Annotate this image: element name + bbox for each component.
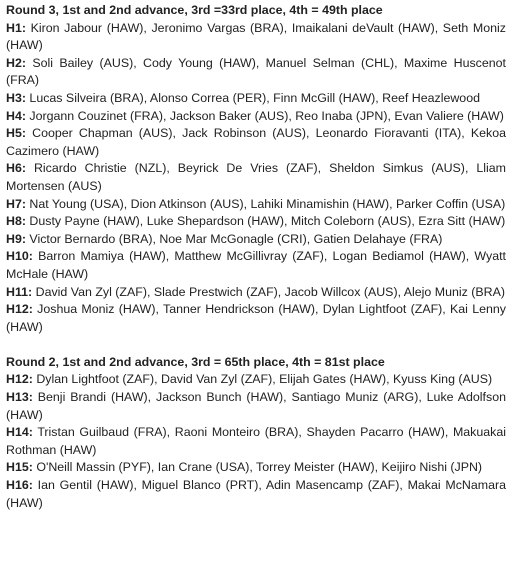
heat-surfers: Ian Gentil (HAW), Miguel Blanco (PRT), Adin Masencamp (ZAF), Makai McNamara (HAW)	[6, 478, 506, 510]
heat-surfers: Soli Bailey (AUS), Cody Young (HAW), Manuel Selman (CHL), Maxime Huscenot (FRA)	[6, 55, 506, 88]
heat-surfers: Cooper Chapman (AUS), Jack Robinson (AUS), Leonardo Fioravanti (ITA), Kekoa Cazimero (HAW)	[6, 126, 506, 158]
heat-label: H6:	[6, 161, 26, 176]
heat-label: H14:	[6, 425, 33, 440]
sections-container	[6, 2, 506, 512]
heat-label: H9:	[6, 231, 26, 246]
heat-label: H4:	[6, 108, 26, 123]
heat-label: H15:	[6, 460, 33, 475]
heat-label: H3:	[6, 90, 26, 105]
heat-entry	[6, 459, 506, 477]
heat-label: H5:	[6, 126, 26, 141]
heat-label: H16:	[6, 478, 33, 493]
heat-entry	[6, 108, 506, 126]
round-section	[6, 2, 506, 336]
heat-entry	[6, 389, 506, 424]
heat-entry	[6, 160, 506, 195]
heat-label: H10:	[6, 249, 33, 264]
heat-entry	[6, 125, 506, 160]
heat-label: H11:	[6, 284, 33, 299]
heat-entry	[6, 477, 506, 512]
heat-entry	[6, 213, 506, 231]
heat-label: H7:	[6, 196, 26, 211]
heat-surfers: Jorgann Couzinet (FRA), Jackson Baker (AUS), Reo Inaba (JPN), Evan Valiere (HAW)	[29, 108, 504, 123]
round-section	[6, 354, 506, 512]
heat-entry	[6, 284, 506, 302]
heat-label: H2:	[6, 55, 26, 70]
heat-entry	[6, 371, 506, 389]
heat-label: H12:	[6, 302, 33, 317]
heat-surfers: Ricardo Christie (NZL), Beyrick De Vries (ZAF), Sheldon Simkus (AUS), Lliam Mortensen (AUS)	[6, 161, 506, 193]
heat-surfers: Tristan Guilbaud (FRA), Raoni Monteiro (BRA), Shayden Pacarro (HAW), Makuakai Rothman (HAW)	[6, 425, 506, 457]
heat-entry	[6, 248, 506, 283]
heat-surfers: Lucas Silveira (BRA), Alonso Correa (PER), Finn McGill (HAW), Reef Heazlewood	[29, 90, 480, 105]
heat-surfers: Victor Bernardo (BRA), Noe Mar McGonagle (CRI), Gatien Delahaye (FRA)	[29, 231, 443, 246]
heat-label: H12:	[6, 372, 33, 387]
heat-label: H13:	[6, 390, 33, 405]
heat-entry	[6, 196, 506, 214]
heat-label: H1:	[6, 20, 26, 35]
heat-entry	[6, 424, 506, 459]
round-heading: Round 3, 1st and 2nd advance, 3rd =33rd place, 4th = 49th place	[6, 3, 383, 17]
heat-surfers: Nat Young (USA), Dion Atkinson (AUS), Lahiki Minamishin (HAW), Parker Coffin (USA)	[29, 196, 506, 211]
heat-entry	[6, 301, 506, 336]
heat-surfers: O'Neill Massin (PYF), Ian Crane (USA), Torrey Meister (HAW), Keijiro Nishi (JPN)	[36, 460, 483, 475]
heat-surfers: Kiron Jabour (HAW), Jeronimo Vargas (BRA), Imaikalani deVault (HAW), Seth Moniz (HAW)	[6, 20, 506, 53]
heat-surfers: Benji Brandi (HAW), Jackson Bunch (HAW), Santiago Muniz (ARG), Luke Adolfson (HAW)	[6, 390, 506, 422]
heat-surfers: Dusty Payne (HAW), Luke Shepardson (HAW), Mitch Coleborn (AUS), Ezra Sitt (HAW)	[29, 214, 506, 229]
round-heading: Round 2, 1st and 2nd advance, 3rd = 65th place, 4th = 81st place	[6, 354, 385, 369]
heat-surfers: Joshua Moniz (HAW), Tanner Hendrickson (HAW), Dylan Lightfoot (ZAF), Kai Lenny (HAW)	[6, 302, 506, 334]
heat-label: H8:	[6, 214, 26, 229]
heat-surfers: Barron Mamiya (HAW), Matthew McGillivray (ZAF), Logan Bediamol (HAW), Wyatt McHale (HAW)	[6, 249, 506, 281]
section-spacer	[6, 336, 506, 354]
heat-entry	[6, 90, 506, 108]
heat-surfers: Dylan Lightfoot (ZAF), David Van Zyl (ZAF), Elijah Gates (HAW), Kyuss King (AUS)	[36, 372, 493, 387]
heat-entry	[6, 20, 506, 55]
heat-entry	[6, 231, 506, 249]
heat-entry	[6, 55, 506, 90]
heat-surfers: David Van Zyl (ZAF), Slade Prestwich (ZAF), Jacob Willcox (AUS), Alejo Muniz (BRA)	[35, 284, 505, 299]
